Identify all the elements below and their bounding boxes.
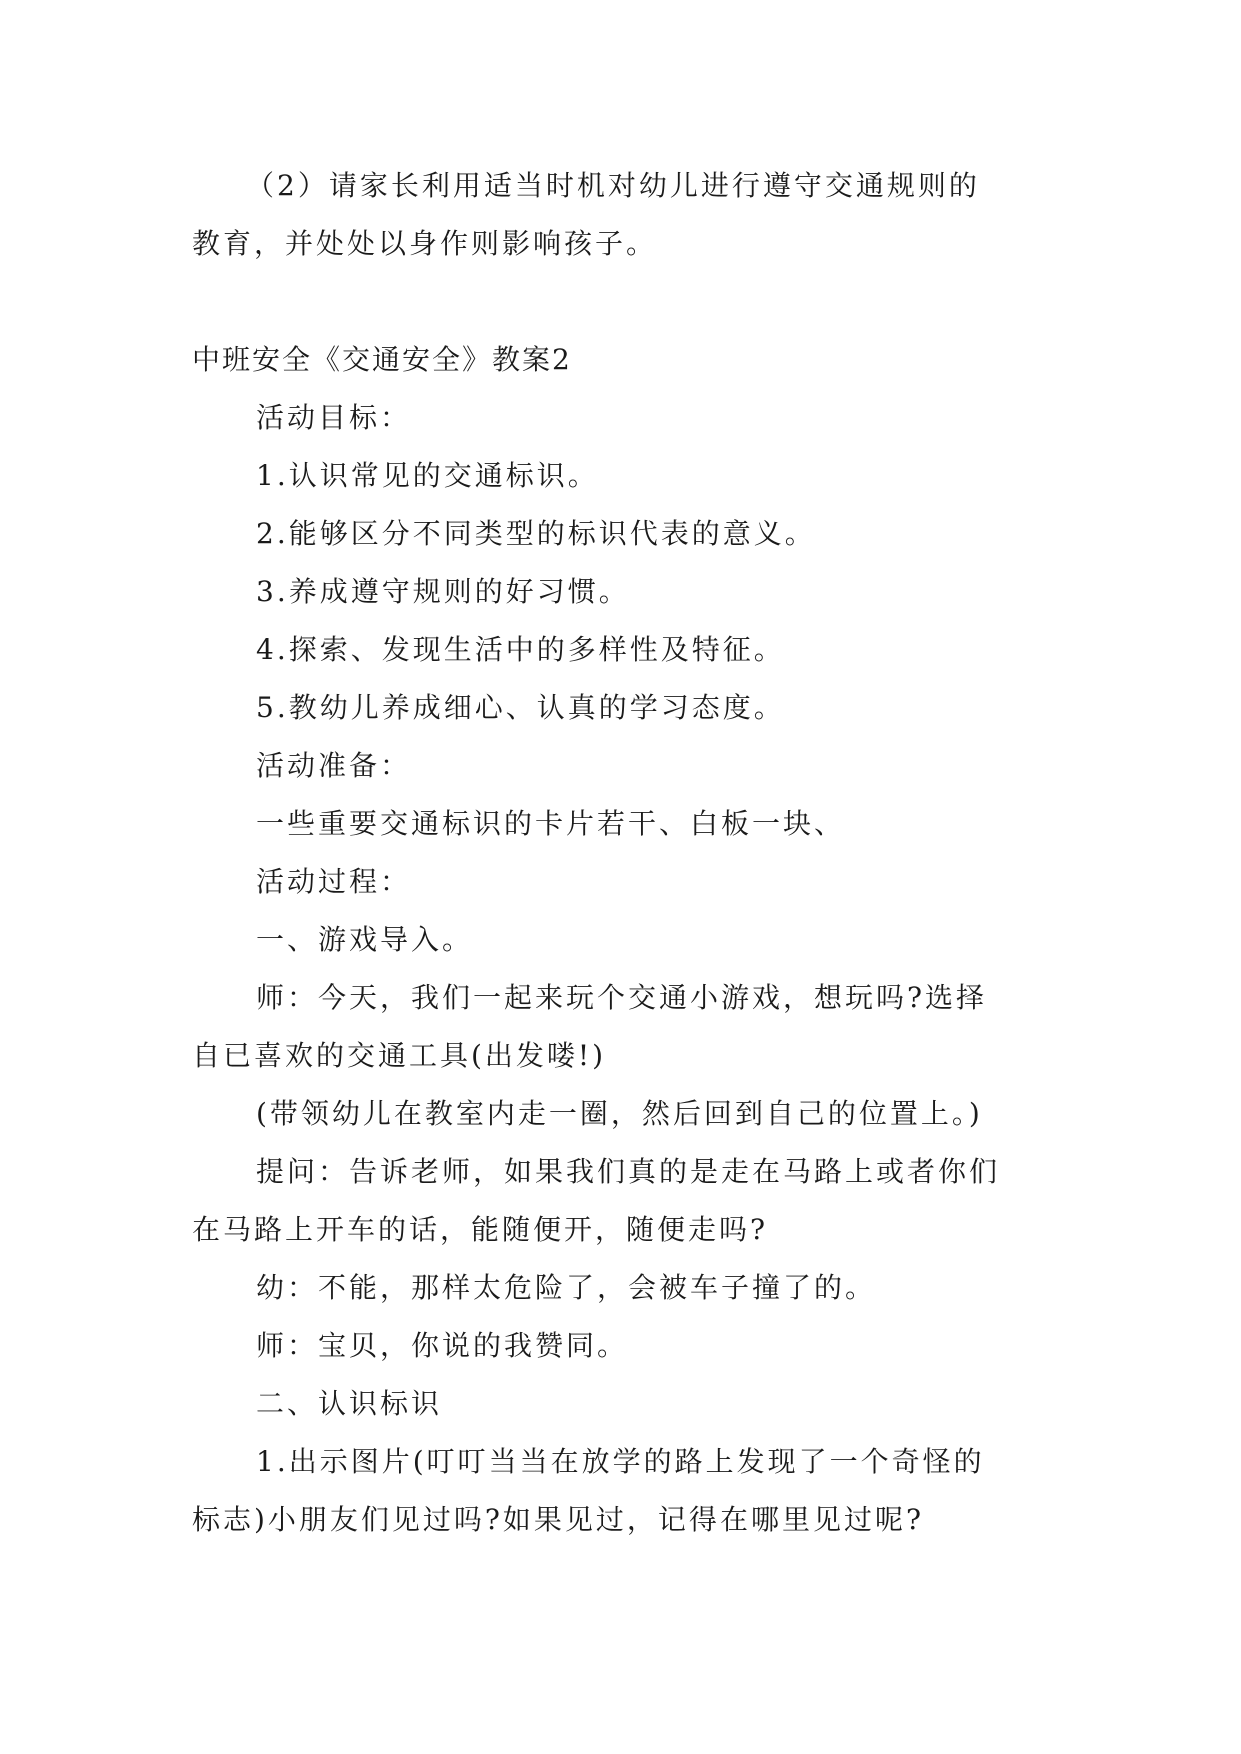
- paragraph-line: 1.出示图片(叮叮当当在放学的路上发现了一个奇怪的: [256, 1445, 985, 1478]
- paragraph-line: 一些重要交通标识的卡片若干、白板一块、: [256, 807, 846, 840]
- paragraph-line: 标志)小朋友们见过吗?如果见过，记得在哪里见过呢?: [192, 1503, 924, 1536]
- paragraph-line: 师：今天，我们一起来玩个交通小游戏，想玩吗?选择: [256, 981, 988, 1014]
- section-title: 中班安全《交通安全》教案2: [192, 343, 572, 376]
- paragraph-line: (带领幼儿在教室内走一圈，然后回到自己的位置上。): [256, 1097, 983, 1130]
- subheading: 二、认识标识: [256, 1387, 443, 1420]
- list-item: 4.探索、发现生活中的多样性及特征。: [256, 633, 785, 666]
- paragraph-line: 师：宝贝，你说的我赞同。: [256, 1329, 629, 1362]
- list-item: 2.能够区分不同类型的标识代表的意义。: [256, 517, 816, 550]
- subheading: 活动目标：: [256, 401, 412, 434]
- list-item: 3.养成遵守规则的好习惯。: [256, 575, 630, 608]
- paragraph-line: 自已喜欢的交通工具(出发喽!): [192, 1039, 607, 1072]
- paragraph-line: 在马路上开车的话，能随便开，随便走吗?: [192, 1213, 769, 1246]
- subheading: 活动准备：: [256, 749, 412, 782]
- paragraph-line: （2）请家长利用适当时机对幼儿进行遵守交通规则的: [246, 169, 980, 202]
- list-item: 1.认识常见的交通标识。: [256, 459, 599, 492]
- paragraph-line: 一、游戏导入。: [256, 923, 474, 956]
- paragraph-line: 教育，并处处以身作则影响孩子。: [192, 227, 658, 260]
- list-item: 5.教幼儿养成细心、认真的学习态度。: [256, 691, 785, 724]
- paragraph-line: 幼：不能，那样太危险了，会被车子撞了的。: [256, 1271, 877, 1304]
- paragraph-line: 提问：告诉老师，如果我们真的是走在马路上或者你们: [256, 1155, 1001, 1188]
- subheading: 活动过程：: [256, 865, 412, 898]
